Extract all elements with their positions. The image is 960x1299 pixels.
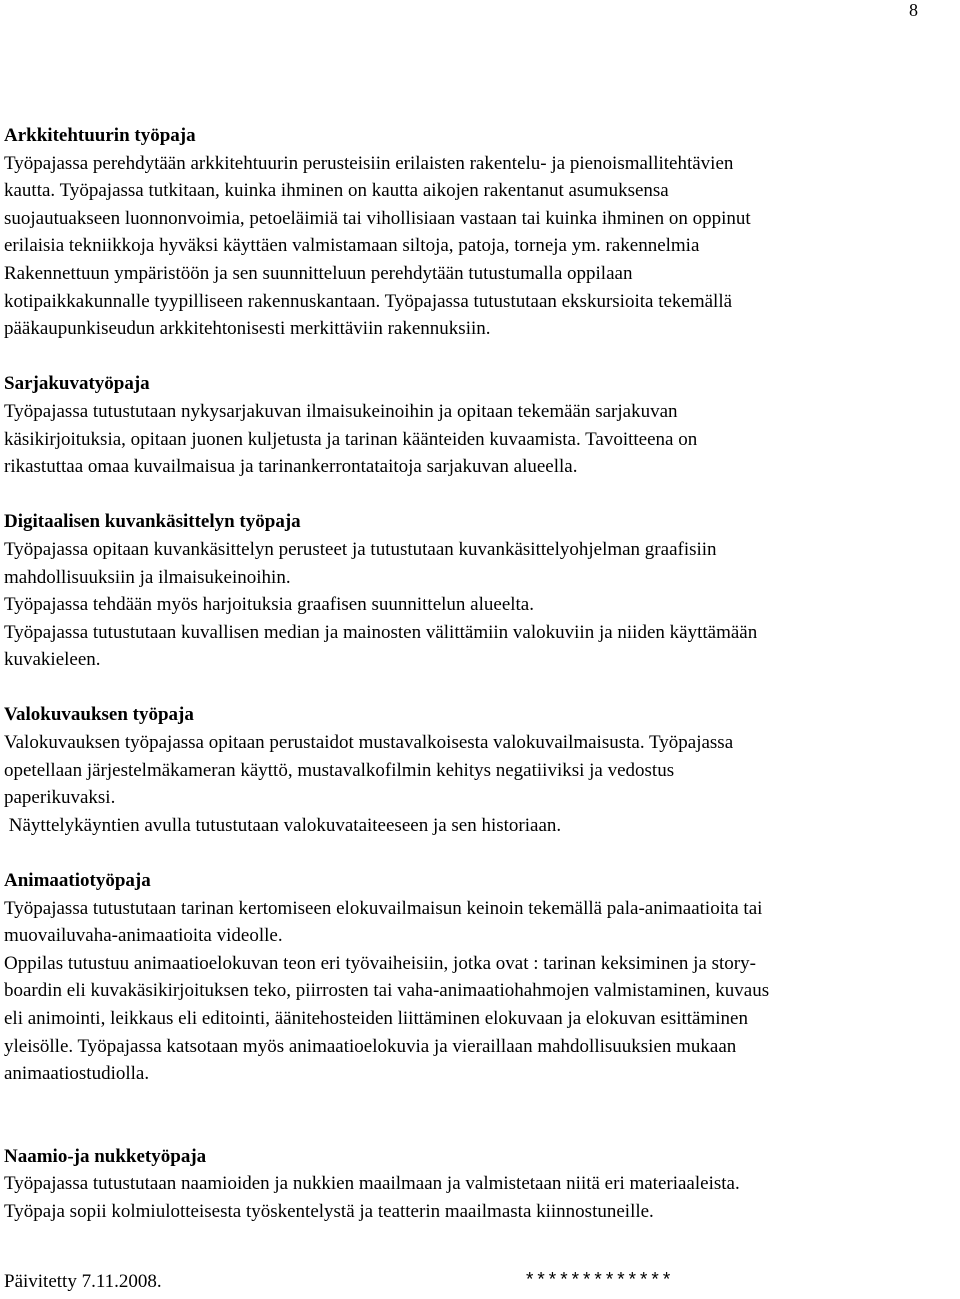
- section-title-masks: Naamio-ja nukketyöpaja: [4, 1145, 207, 1167]
- text-line: käsikirjoituksia, opitaan juonen kuljetusta ja tarinan käänteiden kuvaamista. Tavoitteena on: [4, 428, 698, 450]
- section-title-animation: Animaatiotyöpaja: [4, 870, 151, 892]
- text-line: Rakennettuun ympäristöön ja sen suunnitteluun perehdytään tutustumalla oppilaan: [4, 262, 633, 284]
- spacer: [4, 674, 959, 702]
- text-line: kotipaikkakunnalle tyypilliseen rakennuskantaan. Työpajassa tutustutaan ekskursioita tekemällä: [4, 290, 733, 312]
- text-line: mahdollisuuksiin ja ilmaisukeinoihin.: [4, 566, 291, 588]
- spacer: [4, 839, 959, 867]
- section-title-comics: Sarjakuvatyöpaja: [4, 373, 150, 395]
- text-line: Työpajassa perehdytään arkkitehtuurin perusteisiin erilaisten rakentelu- ja pienoismallitehtävien: [4, 152, 734, 174]
- text-line: eli animointi, leikkaus eli editointi, äänitehosteiden liittäminen elokuvaan ja elokuvan esittäminen: [4, 1008, 748, 1029]
- text-line: Valokuvauksen työpajassa opitaan perustaidot mustavalkoisesta valokuvailmaisusta. Työpajassa: [4, 732, 734, 754]
- text-line: Työpajassa opitaan kuvankäsittelyn perusteet ja tutustutaan kuvankäsittelyohjelman graafisiin: [4, 538, 717, 560]
- text-line: paperikuvaksi.: [4, 787, 116, 809]
- text-line: boardin eli kuvakäsikirjoituksen teko, piirrosten tai vaha-animaatiohahmojen valmistaminen, kuvaus: [4, 980, 770, 1002]
- text-line: rikastuttaa omaa kuvailmaisua ja tarinankerrontataitoja sarjakuvan alueella.: [4, 456, 578, 478]
- section-comics: [4, 370, 959, 480]
- document-body: [4, 122, 959, 1226]
- text-line: kautta. Työpajassa tutkitaan, kuinka ihminen on kautta aikojen rakentanut asumuksensa: [4, 180, 669, 202]
- spacer: [4, 1088, 959, 1143]
- section-title-architecture: Arkkitehtuurin työpaja: [4, 125, 196, 146]
- text-line: animaatiostudiolla.: [4, 1063, 150, 1085]
- text-line: Työpajassa tutustutaan kuvallisen median ja mainosten välittämiin valokuviin ja niiden käyttämään: [4, 621, 758, 643]
- page-number: 8: [909, 0, 918, 20]
- text-line: Oppilas tutustuu animaatioelokuvan teon eri työvaiheisiin, jotka ovat : tarinan keksiminen ja story-: [4, 952, 756, 974]
- text-line: opetellaan järjestelmäkameran käyttö, mustavalkofilmin kehitys negatiiviksi ja vedostus: [4, 759, 675, 781]
- text-line: Työpajassa tehdään myös harjoituksia graafisen suunnittelun alueelta.: [4, 594, 534, 616]
- section-title-digital: Digitaalisen kuvankäsittelyn työpaja: [4, 511, 301, 533]
- text-line: Näyttelykäyntien avulla tutustutaan valokuvataiteeseen ja sen historiaan.: [4, 814, 562, 836]
- text-line: Työpajassa tutustutaan tarinan kertomiseen elokuvailmaisun keinoin tekemällä pala-animaatioita tai: [4, 897, 763, 919]
- spacer: [4, 481, 959, 509]
- section-title-photography: Valokuvauksen työpaja: [4, 704, 194, 726]
- text-line: Työpajassa tutustutaan naamioiden ja nukkien maailmaan ja valmistetaan niitä eri materiaaleista.: [4, 1173, 740, 1195]
- section-architecture: [4, 122, 959, 343]
- text-line: suojautuakseen luonnonvoimia, petoeläimiä tai vihollisiaan vastaan tai kuinka ihminen on oppinut: [4, 207, 751, 229]
- text-line: Työpaja sopii kolmiulotteisesta työskentelystä ja teatterin maailmasta kiinnostuneille.: [4, 1200, 654, 1222]
- text-line: muovailuvaha-animaatioita videolle.: [4, 925, 283, 947]
- section-animation: [4, 867, 959, 1088]
- section-masks: [4, 1143, 959, 1226]
- spacer: [4, 343, 959, 371]
- text-line: pääkaupunkiseudun arkkitehtonisesti merkittäviin rakennuksiin.: [4, 318, 491, 340]
- text-line: kuvakieleen.: [4, 649, 101, 671]
- text-line: yleisölle. Työpajassa katsotaan myös animaatioelokuvia ja vieraillaan mahdollisuuksien mukaan: [4, 1035, 737, 1057]
- text-line: erilaisia tekniikkoja hyväksi käyttäen valmistamaan siltoja, patoja, torneja ym. rakennelmia: [4, 235, 700, 257]
- section-photography: [4, 701, 959, 839]
- updated-date: Päivitetty 7.11.2008.: [4, 1271, 162, 1292]
- section-digital: [4, 508, 959, 674]
- text-line: Työpajassa tutustutaan nykysarjakuvan ilmaisukeinoihin ja opitaan tekemään sarjakuvan: [4, 400, 678, 422]
- footer-stars: *************: [524, 1270, 673, 1292]
